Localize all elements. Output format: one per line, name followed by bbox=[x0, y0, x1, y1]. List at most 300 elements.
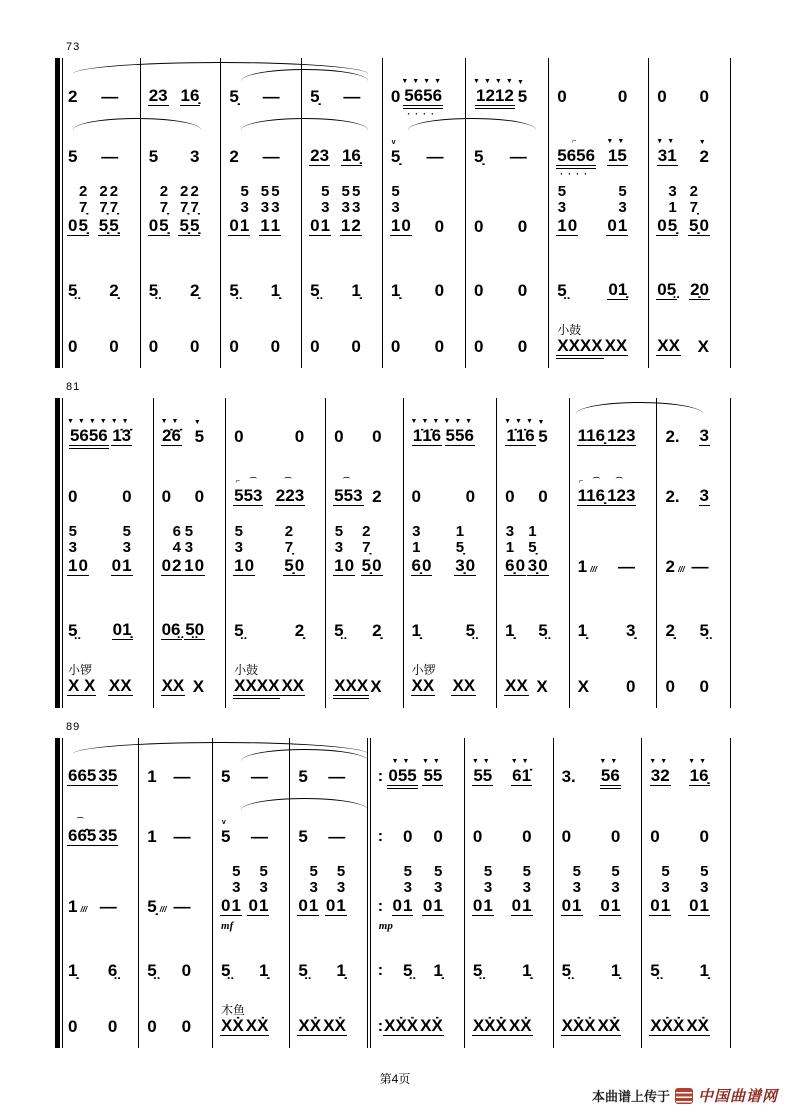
note-main bbox=[390, 88, 401, 106]
note-main bbox=[699, 88, 710, 106]
note-text: 1 bbox=[390, 216, 401, 236]
note-column bbox=[298, 962, 307, 980]
note-column bbox=[234, 428, 243, 446]
note-text: 123 bbox=[607, 486, 636, 506]
note-main bbox=[606, 487, 636, 506]
note-column bbox=[557, 147, 595, 165]
note-group bbox=[189, 282, 200, 300]
note-text: 0 bbox=[561, 896, 572, 916]
note-text: 0 bbox=[434, 281, 445, 301]
note-main bbox=[333, 622, 344, 640]
measure bbox=[139, 738, 213, 794]
note-text: — bbox=[328, 827, 346, 847]
note-group bbox=[688, 757, 710, 786]
accent-marks: ▼▼ bbox=[110, 418, 133, 426]
note-text: 5̤ bbox=[148, 281, 159, 301]
note-group bbox=[689, 281, 710, 300]
note-column bbox=[665, 428, 679, 446]
note-group bbox=[233, 622, 244, 640]
note-text: 0 bbox=[109, 337, 119, 357]
note-column bbox=[557, 88, 566, 106]
note-group bbox=[108, 677, 133, 696]
measure-content bbox=[549, 281, 648, 300]
note-main bbox=[189, 338, 200, 356]
note-column bbox=[600, 897, 609, 915]
note-main bbox=[181, 1018, 192, 1036]
note-text: 1 bbox=[184, 556, 194, 576]
note-text: 3̣ bbox=[626, 621, 636, 641]
note-column bbox=[518, 338, 527, 356]
note-column bbox=[310, 147, 329, 165]
measure bbox=[213, 738, 290, 794]
measure-content bbox=[383, 338, 465, 356]
chord-stack-note: 3 bbox=[611, 879, 620, 897]
measure bbox=[642, 990, 730, 1048]
note-column bbox=[195, 557, 204, 575]
note-main bbox=[688, 864, 710, 916]
note-text: 0 bbox=[244, 556, 255, 576]
note-group bbox=[146, 898, 167, 916]
note-main bbox=[419, 1017, 444, 1036]
note-text: — bbox=[343, 87, 361, 107]
note-group bbox=[402, 962, 413, 980]
note-main bbox=[699, 678, 710, 696]
measure-content bbox=[570, 558, 657, 576]
measure-content bbox=[649, 88, 730, 106]
note-text: 0 bbox=[221, 896, 231, 916]
note-main bbox=[280, 677, 305, 696]
note-main bbox=[148, 338, 159, 356]
measure-content bbox=[302, 147, 382, 166]
note-column bbox=[149, 148, 158, 166]
measure bbox=[570, 592, 658, 650]
note-text: 16̣ bbox=[689, 766, 709, 786]
note-group bbox=[443, 417, 476, 446]
measure bbox=[221, 310, 302, 368]
note-main bbox=[67, 338, 78, 356]
note-main bbox=[100, 148, 120, 166]
note-text: 0 bbox=[310, 337, 320, 357]
note-text: 35 bbox=[98, 766, 118, 786]
measure bbox=[549, 310, 649, 368]
note-text: 1 bbox=[260, 216, 270, 236]
note-column bbox=[173, 768, 191, 786]
note-column bbox=[221, 962, 230, 980]
note-column bbox=[184, 524, 193, 575]
accent-marks: ▼ bbox=[537, 419, 549, 427]
note-main bbox=[561, 864, 583, 916]
note-text: 5̤ bbox=[538, 621, 548, 641]
measure-content bbox=[221, 282, 301, 300]
note-column bbox=[295, 622, 304, 640]
measure-content bbox=[657, 487, 730, 506]
note-group bbox=[245, 1017, 270, 1036]
note-main bbox=[597, 1017, 622, 1036]
note-group bbox=[309, 88, 320, 106]
note-main bbox=[650, 767, 671, 786]
tremolo-mark: /// bbox=[80, 904, 88, 914]
note-group bbox=[100, 88, 120, 106]
note-group bbox=[280, 677, 305, 696]
note-text: 5̤ bbox=[68, 281, 78, 301]
note-main bbox=[172, 828, 192, 846]
note-column bbox=[68, 217, 77, 235]
note-column bbox=[109, 282, 118, 300]
chord-stack-note: 5 bbox=[259, 862, 268, 880]
note-text: 1 bbox=[231, 896, 241, 916]
chord-stack-note: 3 bbox=[334, 539, 344, 557]
measure bbox=[60, 454, 154, 514]
chord-stack-note: 5 bbox=[334, 522, 344, 540]
note-main bbox=[97, 767, 118, 786]
note-column bbox=[372, 428, 381, 446]
note-column bbox=[372, 622, 381, 640]
note-main bbox=[517, 88, 528, 106]
measure bbox=[383, 310, 466, 368]
accent-marks: ▼▼ bbox=[510, 758, 533, 766]
note-main bbox=[228, 184, 250, 236]
measure bbox=[302, 310, 383, 368]
measure-content bbox=[60, 148, 140, 166]
note-text: XẊ bbox=[686, 1016, 709, 1036]
accent-marks: ▼▼▼▼ bbox=[401, 78, 446, 86]
measure bbox=[302, 174, 383, 252]
note-group bbox=[67, 898, 88, 916]
measure-content bbox=[290, 828, 366, 846]
note-text: 1 bbox=[699, 896, 709, 916]
measure-content bbox=[554, 828, 642, 846]
note-main bbox=[625, 678, 636, 696]
note-group bbox=[577, 477, 606, 506]
measure bbox=[213, 990, 290, 1048]
measure bbox=[466, 114, 549, 174]
note-group bbox=[699, 622, 710, 640]
note-main bbox=[607, 147, 628, 166]
note-main bbox=[473, 218, 484, 236]
note-group bbox=[148, 148, 159, 166]
measure bbox=[154, 650, 227, 708]
note-column bbox=[700, 962, 709, 980]
measure-content bbox=[466, 148, 548, 166]
note-main bbox=[233, 622, 244, 640]
note-text: 0 bbox=[68, 337, 78, 357]
chord-stack-note: 1 bbox=[505, 539, 515, 557]
note-main bbox=[472, 962, 483, 980]
note-text: 0 bbox=[181, 961, 192, 981]
measure-content bbox=[154, 417, 226, 446]
note-column bbox=[334, 677, 368, 695]
note-main bbox=[192, 678, 205, 696]
note-group bbox=[577, 622, 588, 640]
note-column bbox=[608, 281, 627, 299]
note-main bbox=[322, 1017, 347, 1036]
note-text: 116̣ bbox=[577, 426, 606, 446]
measure-content bbox=[383, 184, 465, 236]
note-column bbox=[412, 677, 435, 695]
note-column bbox=[474, 282, 483, 300]
chord-stack-note: 3 bbox=[232, 879, 241, 897]
measure bbox=[141, 252, 222, 310]
note-text: 3̣ bbox=[527, 556, 538, 576]
note-column bbox=[190, 148, 199, 166]
note-main bbox=[220, 1017, 245, 1036]
note-group bbox=[597, 1017, 622, 1036]
note-group bbox=[610, 828, 621, 846]
note-main bbox=[403, 87, 443, 106]
note-text: 1 bbox=[239, 216, 250, 236]
note-column bbox=[657, 281, 676, 299]
note-text: XX bbox=[161, 676, 185, 696]
note-main bbox=[390, 184, 412, 236]
note-text: 1 bbox=[147, 827, 157, 847]
measure bbox=[221, 252, 302, 310]
note-column bbox=[412, 622, 421, 640]
measure bbox=[213, 794, 290, 854]
note-group bbox=[259, 184, 281, 236]
note-main bbox=[649, 962, 660, 980]
note-group bbox=[434, 338, 445, 356]
measure bbox=[141, 114, 222, 174]
note-group bbox=[249, 768, 269, 786]
note-text: 2̇6̇ bbox=[162, 426, 181, 446]
measure bbox=[657, 398, 730, 454]
note-text: 116̣ bbox=[577, 486, 606, 506]
note-group bbox=[350, 282, 361, 300]
measure-content bbox=[657, 678, 730, 696]
note-text: XX bbox=[604, 336, 628, 356]
note-column bbox=[221, 828, 230, 846]
note-column bbox=[391, 148, 400, 166]
note-group bbox=[270, 338, 281, 356]
measure-content bbox=[213, 962, 289, 980]
note-text: 0 bbox=[344, 556, 355, 576]
site-name[interactable]: 中国曲谱网 bbox=[697, 1088, 778, 1105]
note-text: 0 bbox=[422, 896, 433, 916]
note-group bbox=[425, 148, 445, 166]
note-text: XẊ bbox=[298, 1016, 322, 1036]
note-group bbox=[649, 1017, 685, 1036]
note-column bbox=[234, 524, 243, 575]
measure-content bbox=[141, 87, 221, 106]
measure bbox=[326, 650, 403, 708]
measure bbox=[657, 592, 730, 650]
note-main bbox=[699, 622, 710, 640]
note-text: 0 bbox=[372, 556, 382, 576]
note-text: 0 bbox=[68, 1017, 78, 1037]
measure bbox=[466, 174, 549, 252]
note-main bbox=[111, 427, 132, 446]
note-main bbox=[333, 524, 355, 576]
note-main bbox=[309, 184, 331, 236]
note-group bbox=[607, 281, 628, 300]
note-main bbox=[245, 1017, 270, 1036]
measure-content bbox=[302, 184, 382, 236]
note-main bbox=[189, 282, 200, 300]
note-main bbox=[172, 768, 192, 786]
measure-content bbox=[383, 282, 465, 300]
note-text: XẊ bbox=[420, 1016, 443, 1036]
note-group bbox=[275, 477, 305, 506]
note-group bbox=[432, 962, 443, 980]
note-column bbox=[310, 88, 319, 106]
measure-content bbox=[371, 864, 464, 916]
note-group bbox=[261, 148, 281, 166]
note-main bbox=[371, 488, 382, 506]
note-group bbox=[294, 428, 305, 446]
note-text: 1 bbox=[336, 896, 346, 916]
note-main bbox=[233, 524, 255, 576]
note-text: 2. bbox=[665, 487, 680, 507]
note-main bbox=[610, 962, 621, 980]
note-group bbox=[656, 281, 677, 300]
note-group bbox=[599, 864, 621, 916]
note-main bbox=[194, 488, 205, 506]
note-column bbox=[698, 338, 709, 356]
note-text: 1̣ bbox=[577, 621, 588, 641]
measure-content bbox=[60, 1018, 138, 1036]
note-text: 5̤ bbox=[472, 961, 483, 981]
note-group bbox=[606, 184, 628, 236]
note-column bbox=[412, 488, 421, 506]
note-text: 66̂5 bbox=[68, 826, 97, 846]
measure-content bbox=[554, 864, 642, 916]
note-group bbox=[664, 428, 680, 446]
note-text: 5̣ bbox=[98, 216, 109, 236]
note-column bbox=[328, 828, 346, 846]
note-text: — bbox=[509, 147, 527, 167]
note-main bbox=[148, 282, 159, 300]
note-main bbox=[341, 147, 362, 166]
note-column bbox=[298, 828, 307, 846]
note-column bbox=[446, 427, 474, 445]
note-column bbox=[690, 281, 709, 299]
note-column bbox=[474, 218, 483, 236]
note-column bbox=[516, 557, 525, 575]
note-column bbox=[162, 621, 181, 639]
note-text: 2 bbox=[229, 147, 239, 167]
note-text: 5̣ bbox=[189, 216, 200, 236]
measure bbox=[60, 514, 154, 592]
accent-marks: ⌐ ⌒ bbox=[235, 478, 261, 486]
note-text: 1̣ bbox=[522, 961, 532, 981]
note-column bbox=[650, 1017, 684, 1035]
note-main bbox=[327, 828, 347, 846]
note-column bbox=[234, 677, 279, 695]
note-text: 1 bbox=[617, 216, 628, 236]
note-column bbox=[185, 621, 204, 639]
note-group bbox=[192, 678, 205, 696]
note-group bbox=[649, 828, 660, 846]
note-text: 5̤ bbox=[561, 961, 572, 981]
note-text: 0 bbox=[111, 556, 122, 576]
note-column bbox=[159, 184, 168, 235]
chord-stack-note: 3 bbox=[433, 879, 443, 897]
measure bbox=[404, 514, 498, 592]
note-group bbox=[419, 1017, 444, 1036]
measure-content bbox=[326, 622, 402, 640]
note-text: 1 bbox=[334, 556, 344, 576]
note-main bbox=[577, 427, 606, 446]
note-group bbox=[625, 622, 636, 640]
note-column bbox=[657, 88, 666, 106]
note-main bbox=[342, 88, 362, 106]
measure bbox=[383, 114, 466, 174]
chord-stack-note: 3 bbox=[68, 539, 77, 557]
note-group bbox=[561, 1017, 597, 1036]
note-text: 0 bbox=[194, 487, 205, 507]
note-group bbox=[220, 962, 231, 980]
note-text: 1 bbox=[68, 556, 78, 576]
note-main bbox=[283, 524, 305, 576]
note-main bbox=[577, 487, 606, 506]
note-text: 0 bbox=[474, 217, 484, 237]
note-text: 1 bbox=[433, 896, 443, 916]
note-text: 55 bbox=[423, 766, 443, 786]
note-column bbox=[310, 217, 319, 235]
note-column bbox=[334, 524, 343, 575]
measure-content bbox=[404, 677, 497, 696]
chord-stack-note: 2 bbox=[190, 182, 199, 200]
note-column bbox=[433, 828, 442, 846]
note-text: 0 bbox=[148, 337, 159, 357]
note-text: 0 bbox=[600, 896, 610, 916]
note-text: 23 bbox=[148, 86, 168, 106]
note-main bbox=[361, 524, 383, 576]
measure bbox=[139, 854, 213, 932]
measure-content bbox=[404, 524, 497, 576]
note-group bbox=[309, 147, 330, 166]
measure bbox=[60, 794, 139, 854]
measure-content bbox=[549, 337, 648, 356]
note-group bbox=[161, 524, 183, 576]
note-main bbox=[100, 88, 120, 106]
note-column bbox=[147, 898, 156, 916]
tremolo-mark: /// bbox=[677, 564, 685, 574]
note-text: 0 bbox=[390, 337, 401, 357]
note-text: 055 bbox=[388, 766, 417, 786]
note-group bbox=[67, 622, 78, 640]
note-column bbox=[420, 1017, 443, 1035]
note-group bbox=[577, 427, 606, 446]
note-text: 2 bbox=[665, 557, 675, 577]
measure bbox=[60, 398, 154, 454]
chord-stack-note: 5 bbox=[260, 182, 270, 200]
measure-content bbox=[570, 678, 657, 696]
note-column bbox=[466, 622, 475, 640]
measure bbox=[642, 854, 730, 932]
note-text: 0 bbox=[699, 827, 709, 847]
note-column bbox=[611, 962, 620, 980]
note-column bbox=[295, 428, 304, 446]
note-column bbox=[608, 147, 627, 165]
note-column bbox=[190, 184, 199, 235]
note-main bbox=[161, 427, 182, 446]
note-group bbox=[327, 768, 347, 786]
note-column bbox=[473, 1017, 507, 1035]
note-main bbox=[649, 828, 660, 846]
note-text: 0 bbox=[161, 556, 172, 576]
repeat-dots: : bbox=[377, 828, 384, 846]
accent-marks: ▼▼ bbox=[606, 138, 629, 146]
note-group bbox=[556, 282, 567, 300]
note-group bbox=[465, 622, 476, 640]
note-main bbox=[561, 828, 572, 846]
measure bbox=[139, 794, 213, 854]
note-column bbox=[240, 184, 249, 235]
note-column bbox=[221, 768, 230, 786]
note-column bbox=[149, 338, 158, 356]
measure bbox=[290, 990, 370, 1048]
